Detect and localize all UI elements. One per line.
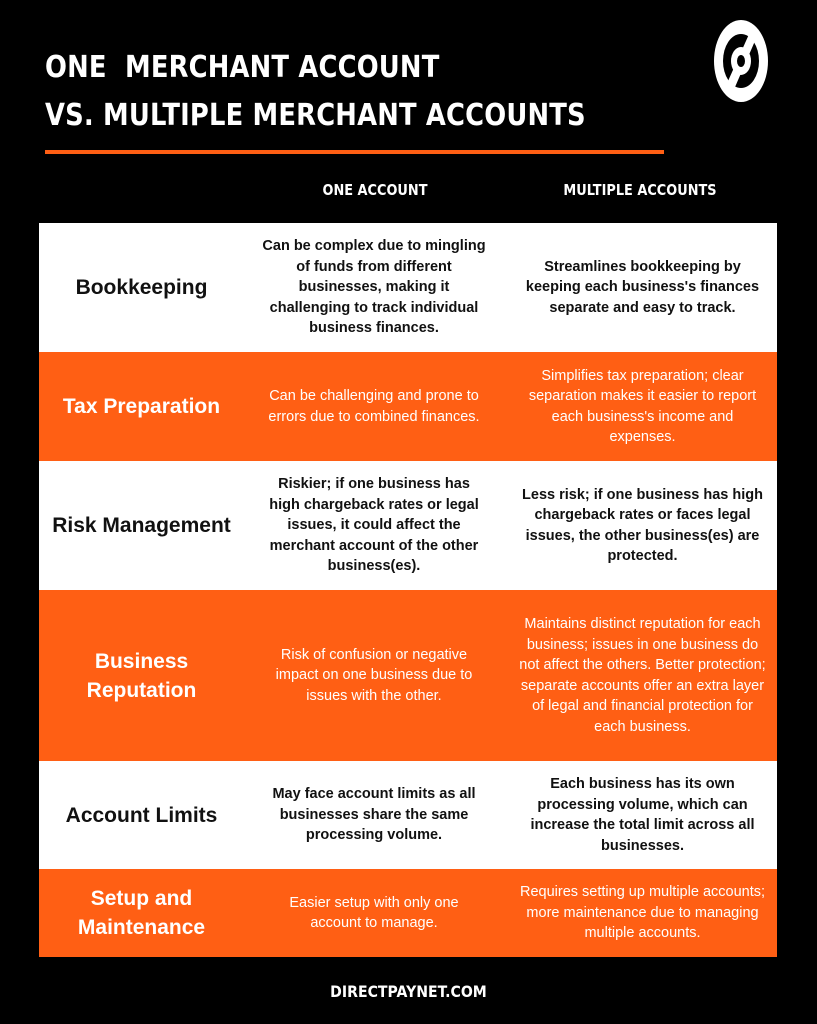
row-label: Account Limits	[65, 803, 218, 827]
table-row	[39, 352, 777, 461]
title-divider	[45, 150, 664, 154]
table-row	[39, 461, 777, 590]
one-account-cell: May face account limits as all businesses share the same processing volume.	[272, 786, 476, 844]
multiple-accounts-cell: Streamlines bookkeeping by keeping each business's finances separate and easy to track.	[525, 258, 760, 316]
one-account-cell: Risk of confusion or negative impact on one business due to issues with the other.	[275, 646, 473, 704]
multiple-accounts-cell: Maintains distinct reputation for each business; issues in one business do not affect the others. Better protection; separate accounts offer an extra layer of legal and financial protection for each business.	[519, 616, 766, 735]
row-label: Tax Preparation	[62, 395, 221, 418]
multiple-accounts-cell: Requires setting up multiple accounts; more maintenance due to managing multiple accounts.	[519, 884, 766, 942]
multiple-accounts-cell: Each business has its own processing volume, which can increase the total limit across all businesses.	[530, 776, 755, 854]
row-label: Risk Management	[52, 514, 231, 537]
row-label: Bookkeeping	[75, 276, 208, 299]
directpaynet-logo-icon	[714, 20, 768, 102]
title-line-2: VS. MULTIPLE MERCHANT ACCOUNTS	[45, 98, 586, 133]
column-header-one-account: ONE ACCOUNT	[322, 181, 428, 199]
row-label: Setup and Maintenance	[77, 887, 206, 939]
table-row	[39, 223, 777, 352]
footer-website: DIRECTPAYNET.COM	[330, 982, 487, 1001]
multiple-accounts-cell: Simplifies tax preparation; clear separation makes it easier to report each business's income and expenses.	[528, 367, 757, 445]
one-account-cell: Riskier; if one business has high chargeback rates or legal issues, it could affect the merchant account of the other business(es).	[269, 476, 479, 575]
title-line-1: ONE MERCHANT ACCOUNT	[45, 50, 440, 85]
table-row	[39, 590, 777, 761]
one-account-cell: Can be complex due to mingling of funds from different businesses, making it challenging to track individual business finances.	[262, 238, 486, 337]
table-row	[39, 869, 777, 957]
page-title	[45, 44, 586, 140]
column-header-multiple-accounts: MULTIPLE ACCOUNTS	[563, 181, 717, 199]
row-label: Business Reputation	[86, 649, 197, 702]
comparison-table	[39, 223, 777, 957]
multiple-accounts-cell: Less risk; if one business has high chargeback rates or faces legal issues, the other business(es) are protected.	[522, 486, 763, 564]
table-row	[39, 761, 777, 869]
one-account-cell: Can be challenging and prone to errors due to combined finances.	[268, 388, 480, 425]
one-account-cell: Easier setup with only one account to manage.	[289, 894, 459, 931]
